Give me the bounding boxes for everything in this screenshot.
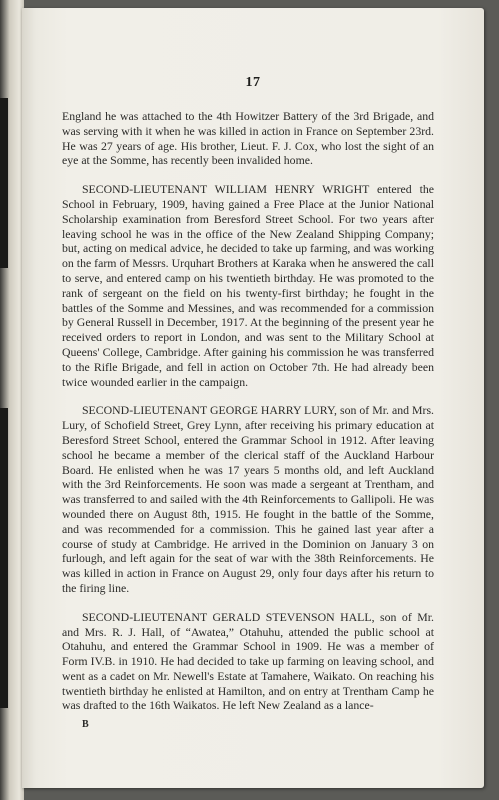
facing-page-shadow [0,408,8,708]
facing-page-shadow [0,98,8,268]
paragraph-wright: SECOND-LIEUTENANT WILLIAM HENRY WRIGHT entered the School in February, 1909, having gained a Free Place at the Junior National Scholarship examination from Beresford Street School. For two years after leaving school he was in the office of the New Zealand Shipping Company; but, acting on medical advice, he decided to take up farming, and was working on the farm of Messrs. Urquhart Brothers at Karaka when he answered the call to serve, and entered camp on his twentieth birthday. He was promoted to the rank of sergeant on the field on his twenty-first birthday; he fought in the battles of the Somme and Messines, and was recommended for a commission by General Russell in December, 1917. At the beginning of the present year he received orders to report in London, and was sent to the Military School at Queens' College, Cambridge. After gaining his commission he was transferred to the Rifle Brigade, and fell in action on October 7th. He had already been twice wounded earlier in the campaign. [62,182,434,389]
book-page [22,8,484,788]
paragraph-cox-continued: England he was attached to the 4th Howitzer Battery of the 3rd Brigade, and was serving with it when he was killed in action in France on September 23rd. He was 27 years of age. His brother, Lieut. F. J. Cox, who lost the sight of an eye at the Somme, has recently been invalided home. [62,109,434,168]
paragraph-lury: SECOND-LIEUTENANT GEORGE HARRY LURY, son of Mr. and Mrs. Lury, of Schofield Street, Grey Lynn, after receiving his primary education at Beresford Street School, entered the Grammar School in 1912. After leaving school he became a member of the clerical staff of the Auckland Harbour Board. He enlisted when he was 17 years 5 months old, and left Auckland with the 3rd Reinforcements. He soon was made a sergeant at Trentham, and was transferred to and sailed with the 4th Reinforcements to Gallipoli. He was wounded there on August 8th, 1915. He fought in the battle of the Somme, and was recommended for a commission. This he gained last year after a course of study at Cambridge. He arrived in the Dominion on January 3 on furlough, and left again for the seat of war with the 38th Reinforcements. He was killed in action in France on August 29, only four days after his return to the firing line. [62,403,434,595]
paragraph-hall: SECOND-LIEUTENANT GERALD STEVENSON HALL, son of Mr. and Mrs. R. J. Hall, of “Awatea,” Otahuhu, attended the public school at Otahuhu, and entered the Grammar School in 1909. He was a member of Form IV.B. in 1910. He had decided to take up farming on leaving school, and went as a cadet on Mr. Newell's Estate at Tamahere, Waikato. On reaching his twentieth birthday he enlisted at Hamilton, and on entry at Trentham Camp he was drafted to the 16th Waikatos. He left New Zealand as a lance- [62,609,434,713]
facing-page-edge [0,0,24,800]
body-text [62,109,434,727]
signature-mark: B [82,719,89,730]
page-number: 17 [245,75,261,90]
